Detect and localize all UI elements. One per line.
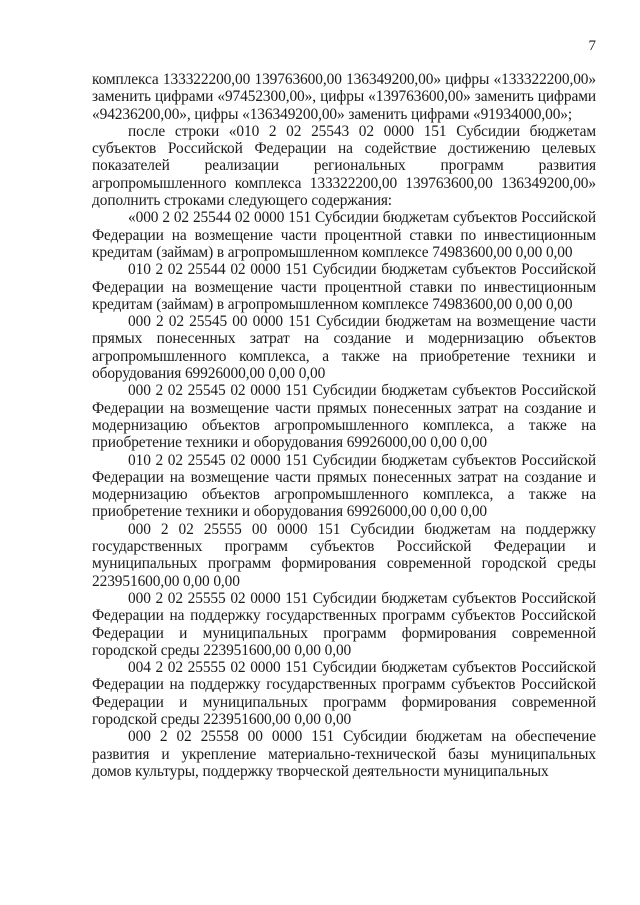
paragraph: 010 2 02 25544 02 0000 151 Субсидии бюджетам субъектов Российской Федерации на возмещение части процентной ставки по инвестиционным кредитам (займам) в агропромышленном комплексе 74983600,00 0,00 0,00	[92, 261, 596, 313]
document-body	[92, 71, 596, 780]
paragraph: 004 2 02 25555 02 0000 151 Субсидии бюджетам субъектов Российской Федерации на поддержку государственных программ субъектов Российской Федерации и муниципальных программ формирования современной городской среды 223951600,00 0,00 0,00	[92, 659, 596, 728]
paragraph: 000 2 02 25555 00 0000 151 Субсидии бюджетам на поддержку государственных программ субъектов Российской Федерации и муниципальных программ формирования современной городской среды 223951600,00 0,00 0,00	[92, 520, 596, 590]
page-number: 7	[588, 38, 596, 54]
paragraph: 010 2 02 25545 02 0000 151 Субсидии бюджетам субъектов Российской Федерации на возмещение части прямых понесенных затрат на создание и модернизацию объектов агропромышленного комплекса, а также на приобретение техники и оборудования 69926000,00 0,00 0,00	[92, 451, 596, 521]
paragraph: «000 2 02 25544 02 0000 151 Субсидии бюджетам субъектов Российской Федерации на возмещение части процентной ставки по инвестиционным кредитам (займам) в агропромышленном комплексе 74983600,00 0,00 0,00	[92, 209, 596, 261]
paragraph: 000 2 02 25558 00 0000 151 Субсидии бюджетам на обеспечение развития и укрепление материально-технической базы муниципальных домов культуры, поддержку творческой деятельности муниципальных	[92, 728, 596, 780]
paragraph: 000 2 02 25545 02 0000 151 Субсидии бюджетам субъектов Российской Федерации на возмещение части прямых понесенных затрат на создание и модернизацию объектов агропромышленного комплекса, а также на приобретение техники и оборудования 69926000,00 0,00 0,00	[92, 382, 596, 452]
paragraph: после строки «010 2 02 25543 02 0000 151 Субсидии бюджетам субъектов Российской Федерации на содействие достижению целевых показателей реализации региональных программ развития агропромышленного комплекса 133322200,00 139763600,00 136349200,00» дополнить строками следующего содержания:	[92, 122, 596, 210]
paragraph: комплекса 133322200,00 139763600,00 136349200,00» цифры «133322200,00» заменить цифрами «97452300,00», цифры «139763600,00» заменить цифрами «94236200,00», цифры «136349200,00» заменить цифрами «91934000,00»;	[92, 71, 596, 123]
paragraph: 000 2 02 25555 02 0000 151 Субсидии бюджетам субъектов Российской Федерации на поддержку государственных программ субъектов Российской Федерации и муниципальных программ формирования современной городской среды 223951600,00 0,00 0,00	[92, 589, 596, 659]
paragraph: 000 2 02 25545 00 0000 151 Субсидии бюджетам на возмещение части прямых понесенных затрат на создание и модернизацию объектов агропромышленного комплекса, а также на приобретение техники и оборудования 69926000,00 0,00 0,00	[92, 313, 596, 383]
